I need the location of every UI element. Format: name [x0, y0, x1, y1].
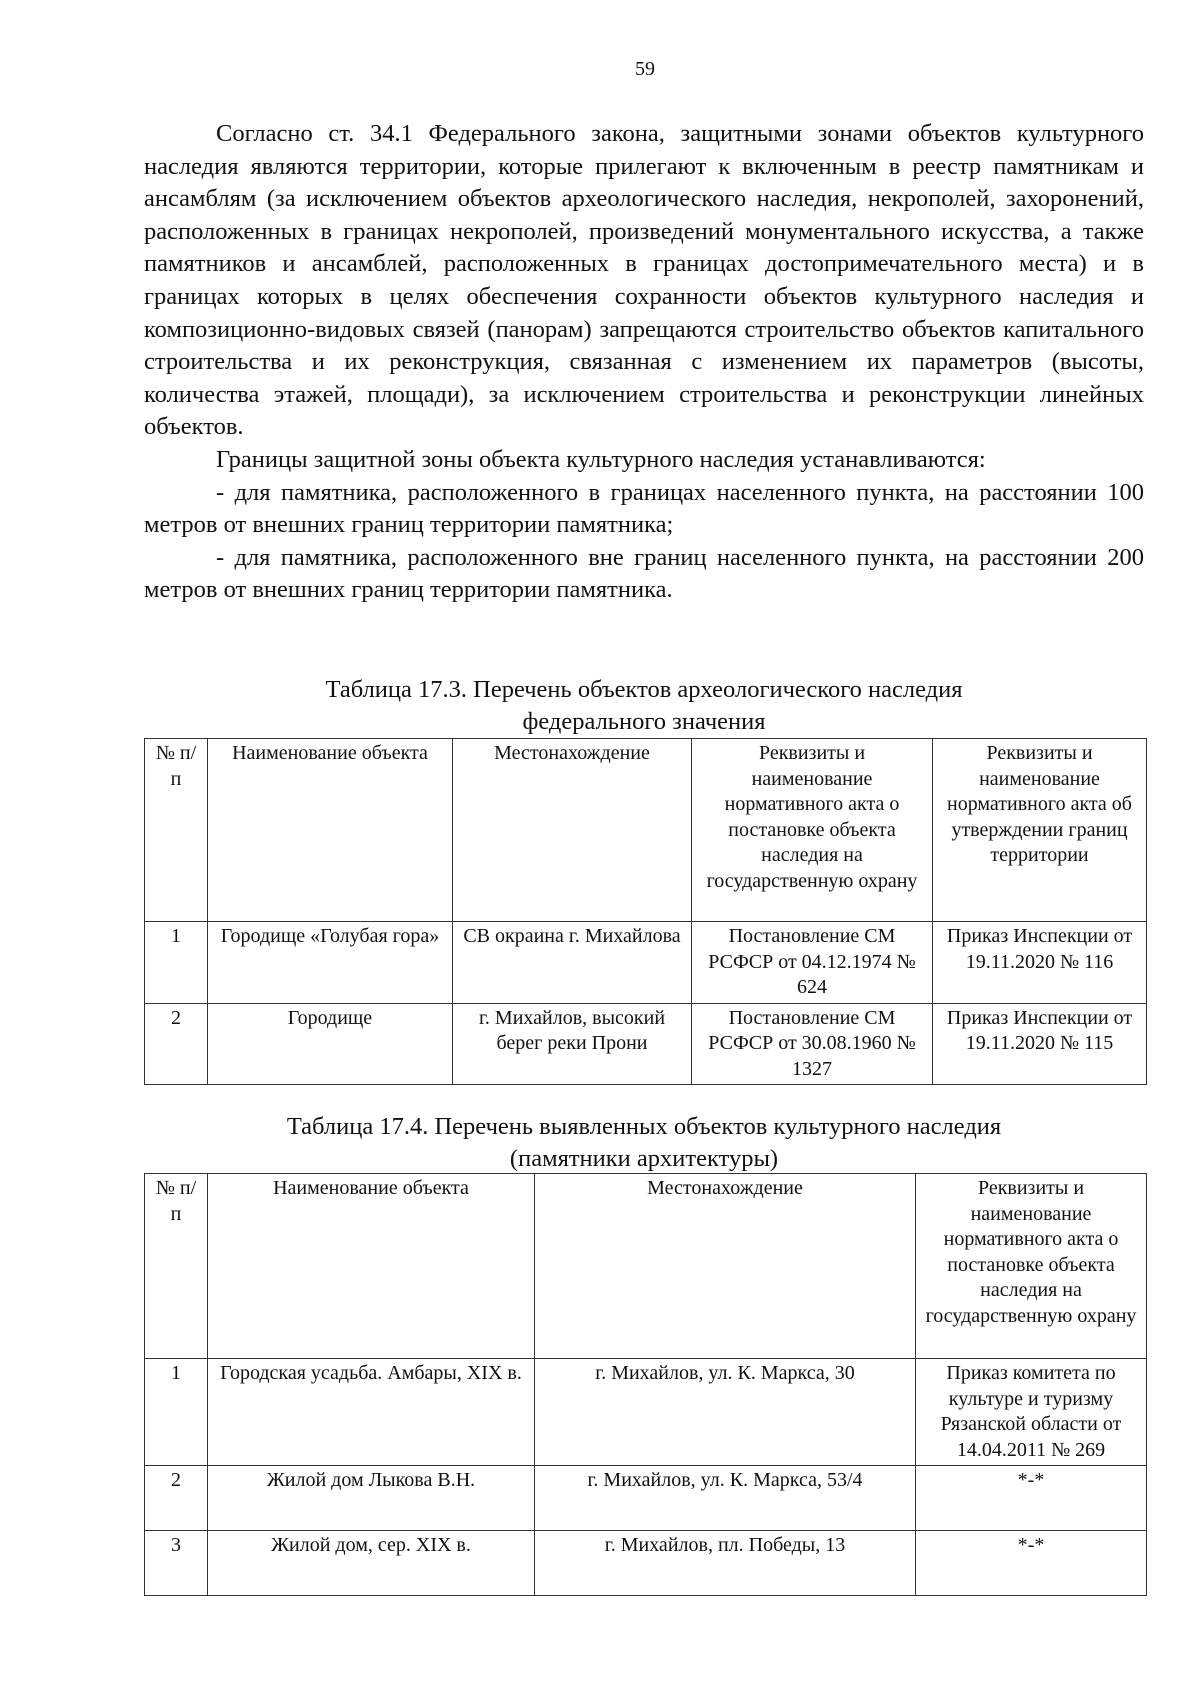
table-cell: Приказ комитета по культуре и туризму Рязанской области от 14.04.2011 № 269	[916, 1359, 1147, 1466]
table-cell: Городище «Голубая гора»	[208, 922, 453, 1004]
table-cell: *-*	[916, 1466, 1147, 1531]
table-cell: г. Михайлов, ул. К. Маркса, 53/4	[535, 1466, 916, 1531]
table-cell: Приказ Инспекции от 19.11.2020 № 116	[933, 922, 1147, 1004]
header-cell: Местонахождение	[535, 1174, 916, 1359]
table-cell: 1	[145, 1359, 208, 1466]
table-row	[145, 1531, 1147, 1596]
architecture-monuments-table	[144, 1173, 1147, 1596]
table-cell: 2	[145, 1466, 208, 1531]
table-row	[145, 1003, 1147, 1085]
table-1-title-line-2: федерального значения	[522, 708, 766, 735]
header-cell: Реквизиты и наименование нормативного акта о постановке объекта наследия на государственную охрану	[692, 739, 933, 922]
table-2-title-line-2: (памятники архитектуры)	[509, 1145, 779, 1172]
archaeological-heritage-table	[144, 738, 1147, 1085]
table-cell: 1	[145, 922, 208, 1004]
table-cell: Постановление СМ РСФСР от 04.12.1974 № 624	[692, 922, 933, 1004]
table-1-title	[144, 674, 1144, 738]
table-cell: 3	[145, 1531, 208, 1596]
header-cell: Реквизиты и наименование нормативного акта о постановке объекта наследия на государственную охрану	[916, 1174, 1147, 1359]
table-cell: СВ окраина г. Михайлова	[453, 922, 692, 1004]
header-cell: Наименование объекта	[208, 1174, 535, 1359]
page-number: 59	[635, 58, 655, 80]
table-cell: Постановление СМ РСФСР от 30.08.1960 № 1327	[692, 1003, 933, 1085]
table-cell: Городская усадьба. Амбары, XIX в.	[208, 1359, 535, 1466]
body-text	[144, 118, 1144, 607]
table-cell: г. Михайлов, пл. Победы, 13	[535, 1531, 916, 1596]
header-cell: № п/п	[145, 739, 208, 922]
table-header-row	[145, 1174, 1147, 1359]
paragraph-outside-settlement: - для памятника, расположенного вне границ населенного пункта, на расстоянии 200 метров от внешних границ территории памятника.	[144, 543, 1144, 604]
table-cell: г. Михайлов, ул. К. Маркса, 30	[535, 1359, 916, 1466]
table-header-row	[145, 739, 1147, 922]
table-cell: г. Михайлов, высокий берег реки Прони	[453, 1003, 692, 1085]
paragraph-inside-settlement: - для памятника, расположенного в границах населенного пункта, на расстоянии 100 метров от внешних границ территории памятника;	[144, 478, 1144, 539]
table-cell: Городище	[208, 1003, 453, 1085]
table-row	[145, 1359, 1147, 1466]
header-cell: Реквизиты и наименование нормативного акта об утверждении границ территории	[933, 739, 1147, 922]
paragraph-boundaries: Границы защитной зоны объекта культурного наследия устанавливаются:	[216, 445, 986, 473]
table-row	[145, 1466, 1147, 1531]
header-cell: Наименование объекта	[208, 739, 453, 922]
table-cell: 2	[145, 1003, 208, 1085]
table-1-title-line-1: Таблица 17.3. Перечень объектов археологического наследия	[325, 676, 963, 703]
header-cell: № п/п	[145, 1174, 208, 1359]
header-cell: Местонахождение	[453, 739, 692, 922]
paragraph-protective-zones: Согласно ст. 34.1 Федерального закона, защитными зонами объектов культурного наследия являются территории, которые прилегают к включенным в реестр памятникам и ансамблям (за исключением объектов археологического наследия, некрополей, захоронений, расположенных в границах некрополей, произведений монументального искусства, а также памятников и ансамблей, расположенных в границах достопримечательного места) и в границах которых в целях обеспечения сохранности объектов культурного наследия и композиционно-видовых связей (панорам) запрещаются строительство объектов капитального строительства и их реконструкция, связанная с изменением их параметров (высоты, количества этажей, площади), за исключением строительства и реконструкции линейных объектов.	[144, 120, 1144, 441]
table-cell: *-*	[916, 1531, 1147, 1596]
table-row	[145, 922, 1147, 1004]
table-2-title-line-1: Таблица 17.4. Перечень выявленных объектов культурного наследия	[286, 1113, 1002, 1140]
table-cell: Приказ Инспекции от 19.11.2020 № 115	[933, 1003, 1147, 1085]
table-2-title	[144, 1111, 1144, 1175]
table-cell: Жилой дом, сер. XIX в.	[208, 1531, 535, 1596]
table-cell: Жилой дом Лыкова В.Н.	[208, 1466, 535, 1531]
